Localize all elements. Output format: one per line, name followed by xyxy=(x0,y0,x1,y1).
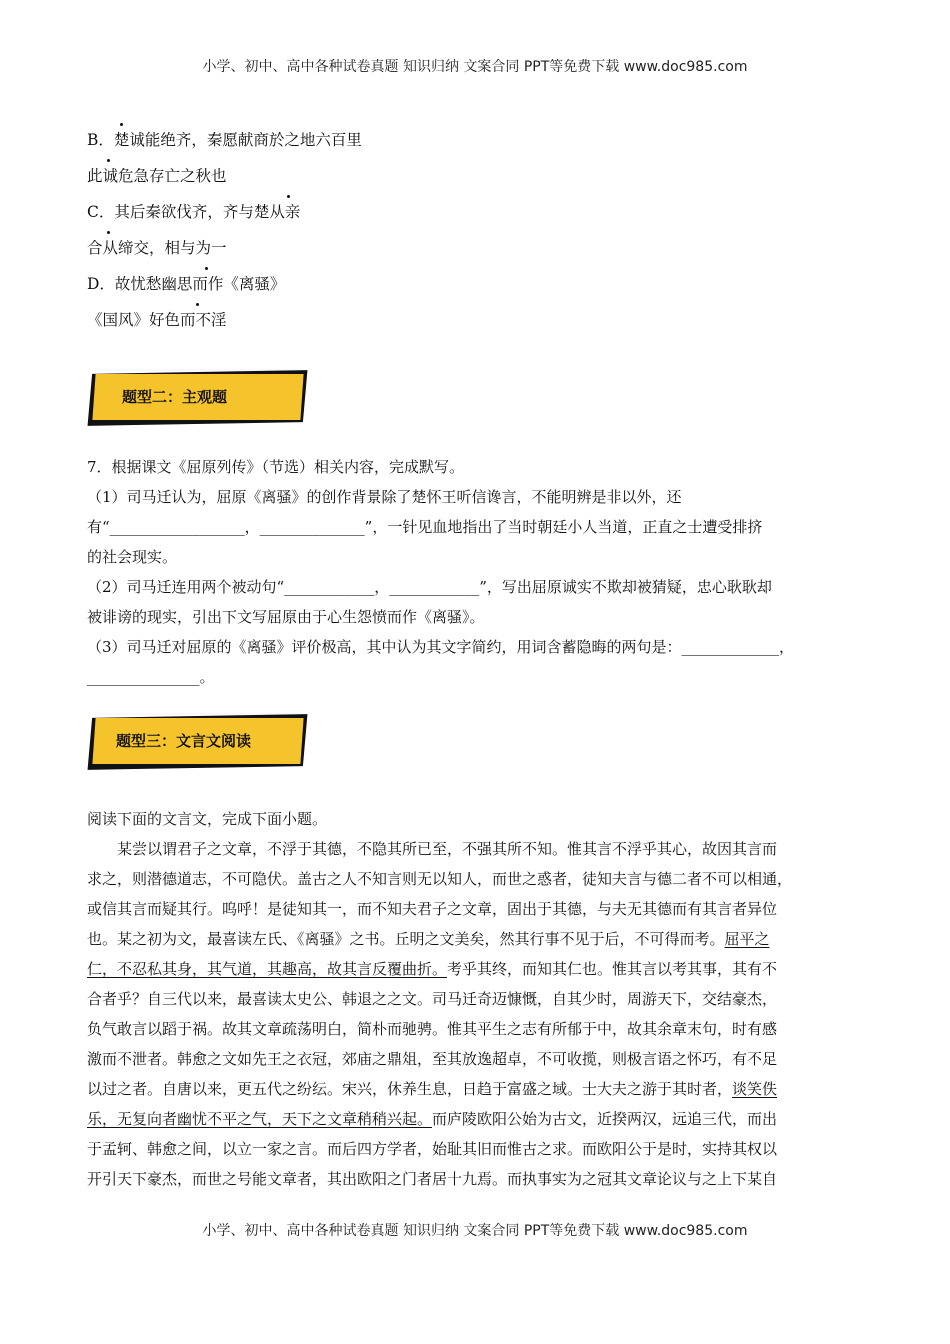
passage-line xyxy=(87,924,862,954)
underlined-sentence: 仁，不忍私其身，其气道，其趣高，故其言反覆曲折。 xyxy=(87,960,448,978)
reading-intro: 阅读下面的文言文，完成下面小题。 xyxy=(87,810,328,828)
page-header: 小学、初中、高中各种试卷真题 知识归纳 文案合同 PPT等免费下载 www.doc985.com xyxy=(202,59,748,75)
option-b-line2: 此诚危急存亡之秋也 xyxy=(87,167,227,185)
passage-line: 开引天下豪杰，而世之号能文章者，其出欧阳之门者居十九焉。而执事实为之冠其文章论议与之上下某自 xyxy=(87,1170,778,1188)
option-d-line2: 《国风》好色而不淫 xyxy=(87,311,227,329)
emphasis-dot xyxy=(120,123,123,126)
passage-line xyxy=(87,1074,862,1104)
question-7-part1-line3: 的社会现实。 xyxy=(87,548,178,566)
question-7-part3-line2: _______________。 xyxy=(87,668,215,686)
section-title: 题型三：文言文阅读 xyxy=(116,732,252,750)
option-b-line1 xyxy=(87,128,362,150)
option-b-text: B．楚诚能绝齐，秦愿献商於之地六百里 xyxy=(87,131,362,149)
passage-line xyxy=(87,1104,862,1134)
section-banner-classical xyxy=(82,712,310,774)
passage-line: 或信其言而疑其行。呜呼！是徒知其一，而不知夫君子之文章，固出于其德，与夫无其德而有其言者异位 xyxy=(87,900,778,918)
underlined-sentence: 屈平之 xyxy=(724,930,770,948)
passage-line xyxy=(87,954,862,984)
question-7-part1-line2: 有“__________________，______________”，一针见血地指出了当时朝廷小人当道，正直之士遭受排挤 xyxy=(87,518,763,536)
passage-text: 而庐陵欧阳公始为古文，近揆两汉，远追三代，而出 xyxy=(432,1110,778,1128)
passage-text: 也。某之初为文，最喜读左氏、《离骚》之书。丘明之文美矣，然其行事不见于后，不可得而考。 xyxy=(87,930,725,948)
page-footer: 小学、初中、高中各种试卷真题 知识归纳 文案合同 PPT等免费下载 www.doc985.com xyxy=(202,1223,748,1239)
passage-text: 以过之者。自唐以来，更五代之纷纭。宋兴，休养生息，日趋于富盛之域。士大夫之游于其时者， xyxy=(87,1080,733,1098)
passage-line: 某尝以谓君子之文章，不浮于其德，不隐其所已至，不强其所不知。惟其言不浮乎其心，故因其言而 xyxy=(117,840,778,858)
question-7-part3-line1: （3）司马迁对屈原的《离骚》评价极高，其中认为其文字简约，用词含蓄隐晦的两句是：_____________， xyxy=(87,638,795,656)
underlined-sentence: 谈笑佚 xyxy=(732,1080,778,1098)
emphasis-dot xyxy=(107,159,110,162)
question-7-part2-line1: （2）司马迁连用两个被动句“____________，____________”，写出屈原诚实不欺却被猜疑，忠心耿耿却 xyxy=(87,578,772,596)
emphasis-dot xyxy=(107,231,110,234)
underlined-sentence: 乐，无复向者幽忧不平之气，天下之文章稍稍兴起。 xyxy=(87,1110,433,1128)
passage-line: 于孟轲、韩愈之间，以立一家之言。而后四方学者，始耻其旧而惟古之求。而欧阳公于是时，实持其权以 xyxy=(87,1140,778,1158)
passage-text: 考乎其终，而知其仁也。惟其言以考其事，其有不 xyxy=(447,960,778,978)
question-7-part1-line1: （1）司马迁认为，屈原《离骚》的创作背景除了楚怀王听信谗言，不能明辨是非以外，还 xyxy=(87,488,682,506)
classical-passage xyxy=(87,834,862,1194)
question-7-stem: 7．根据课文《屈原列传》（节选）相关内容，完成默写。 xyxy=(87,458,465,476)
passage-line: 激而不泄者。韩愈之文如先王之衣冠，郊庙之鼎俎，至其放逸超卓，不可收揽，则极言语之怀巧，有不足 xyxy=(87,1050,778,1068)
emphasis-dot xyxy=(196,303,199,306)
option-c-line1: C．其后秦欲伐齐，齐与楚从亲 xyxy=(87,203,301,221)
option-c-line2: 合从缔交，相与为一 xyxy=(87,239,227,257)
section-banner-subjective xyxy=(82,368,310,430)
passage-line: 合者乎？自三代以来，最喜读太史公、韩退之之文。司马迁奇迈慷慨，自其少时，周游天下，交结豪杰， xyxy=(87,990,778,1008)
emphasis-dot xyxy=(205,267,208,270)
option-d-line1: D．故忧愁幽思而作《离骚》 xyxy=(87,275,286,293)
question-7-part2-line2: 被诽谤的现实，引出下文写屈原由于心生怨愤而作《离骚》。 xyxy=(87,608,485,626)
passage-line: 求之，则潜德道志，不可隐伏。盖古之人不知言则无以知人，而世之惑者，徒知夫言与德二者不可以相通， xyxy=(87,870,793,888)
section-title: 题型二：主观题 xyxy=(122,388,228,406)
emphasis-dot xyxy=(287,195,290,198)
passage-line: 负气敢言以蹈于祸。故其文章疏荡明白，简朴而驰骋。惟其平生之志有所郁于中，故其余章末句，时有感 xyxy=(87,1020,778,1038)
